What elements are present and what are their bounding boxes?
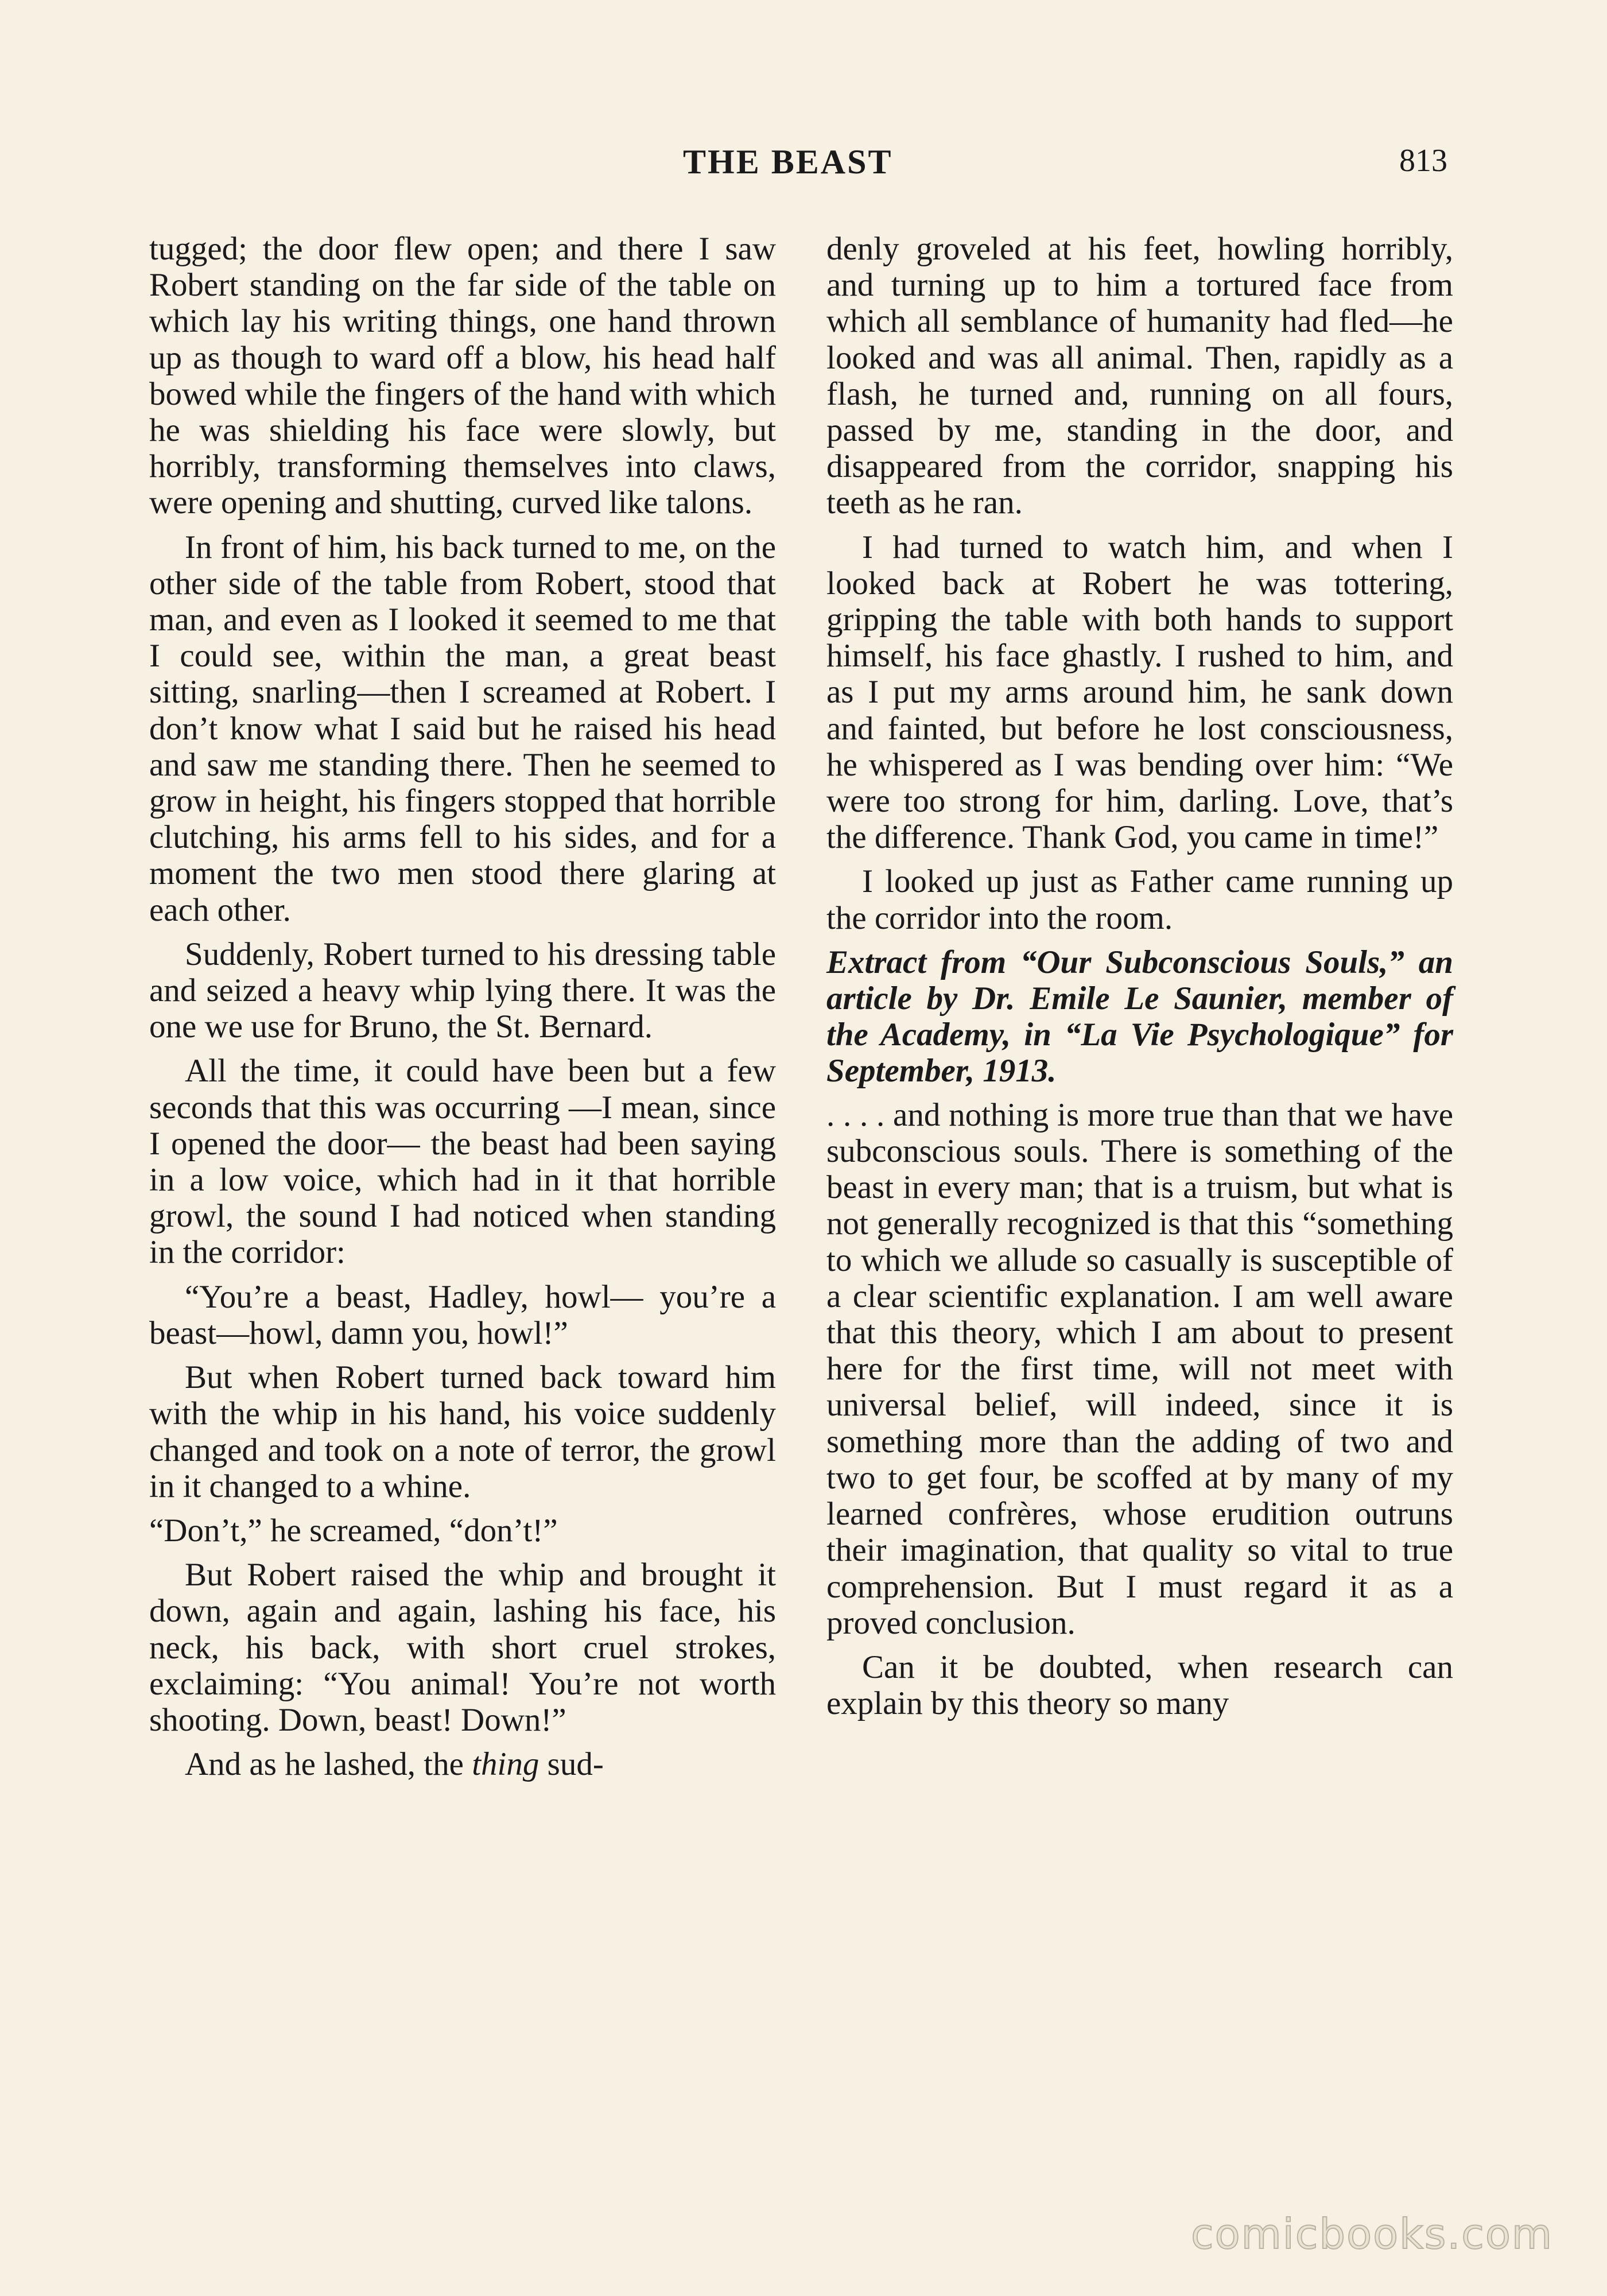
paragraph: “You’re a beast, Hadley, howl— you’re a beast—howl, damn you, howl!”: [149, 1278, 776, 1351]
text-run: sud-: [539, 1746, 604, 1783]
running-head: [0, 142, 1607, 188]
paragraph: Can it be doubted, when research can explain by this theory so many: [826, 1649, 1453, 1722]
right-column: [826, 231, 1453, 1729]
paragraph: Suddenly, Robert turned to his dressing table and seized a heavy whip lying there. It was the one we use for Bruno, the St. Bernard.: [149, 936, 776, 1045]
paragraph: “Don’t,” he screamed, “don’t!”: [149, 1512, 558, 1549]
text-run: And as he lashed, the: [185, 1746, 472, 1783]
paragraph: denly groveled at his feet, howling horribly, and turning up to him a tortured face from which all semblance of humanity had fled—he looked and was all animal. Then, rapidly as a flash, he turned and, running on all fours, passed by me, standing in the door, and disappeared from the corridor, snapping his teeth as he ran.: [826, 231, 1453, 521]
page-number: 813: [1399, 143, 1447, 179]
running-title: THE BEAST: [683, 143, 893, 181]
paragraph-last: [149, 1746, 776, 1782]
paragraph: . . . . and nothing is more true than that we have subconscious souls. There is something of the beast in every man; that is a truism, but what is not generally recognized is that this “something to which we allude so casually is susceptible of a clear scientific explanation. I am well aware that this theory, which I am about to present here for the first time, will not meet with universal belief, will indeed, since it is something more than the adding of two and two to get four, be scoffed at by many of my learned confrères, whose erudition outruns their imagination, that quality so vital to true comprehension. But I must regard it as a proved conclusion.: [826, 1096, 1453, 1641]
paragraph: But when Robert turned back toward him with the whip in his hand, his voice suddenly changed and took on a note of terror, the growl in it changed to a whine.: [149, 1359, 776, 1504]
italic-word: thing: [472, 1746, 539, 1783]
paragraph: I looked up just as Father came running up the corridor into the room.: [826, 863, 1453, 936]
left-column: [149, 231, 776, 1790]
paragraph: In front of him, his back turned to me, on the other side of the table from Robert, stood that man, and even as I looked it seemed to me that I could see, within the man, a great beast sitting, snarling—then I screamed at Robert. I don’t know what I said but he raised his head and saw me standing there. Then he seemed to grow in height, his fingers stopped that horrible clutching, his arms fell to his sides, and for a moment the two men stood there glaring at each other.: [149, 529, 776, 928]
paragraph: tugged; the door flew open; and there I saw Robert standing on the far side of the table on which lay his writing things, one hand thrown up as though to ward off a blow, his head half bowed while the fingers of the hand with which he was shielding his face were slowly, but horribly, transforming themselves into claws, were opening and shutting, curved like talons.: [149, 231, 776, 521]
paragraph: But Robert raised the whip and brought it down, again and again, lashing his face, his neck, his back, with short cruel strokes, exclaiming: “You animal! You’re not worth shooting. Down, beast! Down!”: [149, 1557, 776, 1738]
paragraph: All the time, it could have been but a few seconds that this was occurring —I mean, since I opened the door— the beast had been saying in a low voice, which had in it that horrible growl, the sound I had noticed when standing in the corridor:: [149, 1053, 776, 1271]
paragraph: I had turned to watch him, and when I looked back at Robert he was tottering, gripping the table with both hands to support himself, his face ghastly. I rushed to him, and as I put my arms around him, he sank down and fainted, but before he lost consciousness, he whispered as I was bending over him: “We were too strong for him, darling. Love, that’s the difference. Thank God, you came in time!”: [826, 529, 1453, 856]
article-extract-citation: Extract from “Our Subconscious Souls,” an article by Dr. Emile Le Saunier, member of the Academy, in “La Vie Psychologique” for September, 1913.: [826, 944, 1453, 1089]
watermark: comicbooks.com: [1191, 2210, 1554, 2258]
